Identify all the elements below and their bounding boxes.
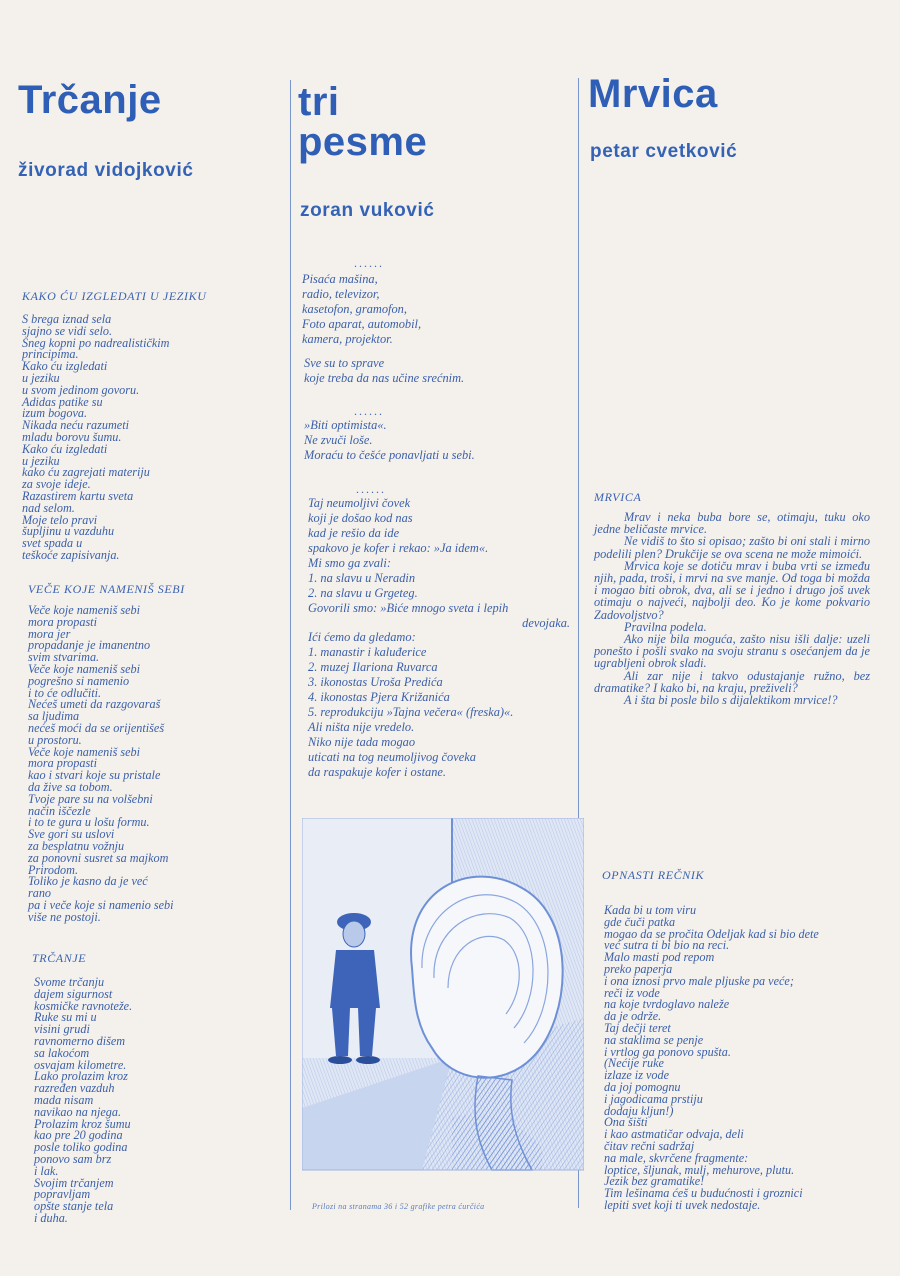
poem-line: koji je došao kod nas — [308, 511, 413, 525]
poem-line: S brega iznad sela — [22, 312, 112, 326]
column-rule-left — [290, 80, 291, 1210]
poem-line: Kako ću izgledati — [22, 441, 108, 456]
poem-line: i kao astmatičar odvaja, deli — [604, 1127, 744, 1142]
poem-line: Mi smo ga zvali: — [308, 556, 391, 570]
poem-line: izlaze iz vode — [604, 1068, 669, 1083]
poem-line: i duha. — [34, 1210, 68, 1225]
middle-title-line1: tri — [298, 80, 340, 124]
middle-title-line2: pesme — [298, 120, 428, 164]
poem-line: mora propasti — [28, 614, 97, 629]
poem-line: kasetofon, gramofon, — [302, 302, 407, 316]
poem-line: sjajno se vidi selo. — [22, 323, 113, 338]
poem-line: svet spada u — [22, 536, 83, 551]
poem-line: 3. ikonostas Uroša Predića — [308, 675, 443, 689]
poem-line: propadanje je imanentno — [28, 638, 151, 653]
poem-line: loptice, šljunak, mulj, mehurove, plutu. — [604, 1162, 795, 1177]
poem-line: na koje tvrdoglavo naleže — [604, 997, 730, 1012]
prose-paragraph: Pravilna podela. — [624, 619, 707, 634]
poem-line: za ponovni susret sa majkom — [28, 850, 169, 865]
poem-line: već sutra ti bi bio na reci. — [604, 938, 730, 953]
poem-line: kamera, projektor. — [302, 332, 393, 346]
poem-line: da joj pomognu — [604, 1079, 681, 1094]
poem-line: Moraću to češće ponavljati u sebi. — [304, 448, 475, 462]
poem-line: osvajam kilometre. — [34, 1057, 127, 1072]
poem-line: Prolazim kroz šumu — [34, 1116, 131, 1131]
poem-line: Tim lešinama ćeš u budućnosti i groznici — [604, 1186, 803, 1201]
poem-line: za svoje ideje. — [22, 477, 91, 492]
poem-line: da raspakuje kofer i ostane. — [308, 765, 446, 779]
poem-line: i to te gura u lošu formu. — [28, 815, 150, 830]
poem-line: devojaka. — [522, 616, 570, 630]
poem-line: kad je rešio da ide — [308, 526, 400, 540]
poem-line: Toliko je kasno da je već — [28, 874, 148, 889]
poem-line: Moje telo pravi — [22, 512, 98, 527]
prose-paragraph: Mrvica koje se dotiču mrav i buba vrti se između njih, pada, troši, i mrvi na sve manje. Od toga bi možda i mogao biti obrok, dva, ali se i jedno i drugo još uvek otimaju o najveći, najbolji deo. Ko je kome pokvario Zadovoljstvo? — [594, 558, 870, 622]
poem-heading-opnasti: OPNASTI REČNIK — [602, 868, 705, 882]
poem-line: 1. manastir i kaluđerice — [308, 645, 427, 659]
poem-line: Svojim trčanjem — [34, 1175, 114, 1190]
poem-line: i jagodicama prstiju — [604, 1091, 703, 1106]
poem-line: dajem sigurnost — [34, 986, 113, 1001]
poem-line: opšte stanje tela — [34, 1199, 114, 1214]
middle-section-3 — [304, 418, 475, 463]
poem-line: visini grudi — [34, 1022, 90, 1037]
poem-line: Govorili smo: »Biće mnogo sveta i lepih — [308, 601, 509, 615]
right-title: Mrvica — [588, 72, 718, 116]
middle-section-4 — [308, 496, 570, 631]
poem-line: 5. reprodukciju »Tajna večera« (freska)«. — [308, 705, 514, 719]
poem-line: 4. ikonostas Pjera Križanića — [308, 690, 450, 704]
poem-line: Ruke su mi u — [34, 1010, 97, 1025]
poem-line: radio, televizor, — [302, 287, 380, 301]
poem-line: (Nećije ruke — [604, 1056, 664, 1071]
poem-line: u jeziku — [22, 453, 60, 468]
poem-line: dodaju kljun!) — [604, 1103, 674, 1118]
poem-line: mora jer — [28, 626, 71, 641]
poem-line: i vrtlog ga ponovo spušta. — [604, 1044, 731, 1059]
poem-line: u prostoru. — [28, 732, 82, 747]
prose-mrvica — [594, 511, 870, 706]
poem-line: da žive sa tobom. — [28, 779, 113, 794]
poem-line: Ona šišti — [604, 1115, 648, 1130]
poem-line: rano — [28, 886, 52, 901]
poem-line: mada nisam — [34, 1092, 94, 1107]
poem-line: koje treba da nas učine srećnim. — [304, 371, 465, 385]
poem-line: za besplatnu vožnju — [28, 838, 125, 853]
poem-heading-3: TRČANJE — [32, 951, 87, 965]
poem-line: Ali ništa nije vredelo. — [308, 720, 415, 734]
prose-paragraph: A i šta bi posle bilo s dijalektikom mrvice!? — [624, 693, 838, 708]
middle-section-5 — [308, 630, 513, 780]
poem-line: Adidas patike su — [22, 394, 103, 409]
poem-line: u svom jedinom govoru. — [22, 382, 140, 397]
poem-line: Kako ću izgledati — [22, 359, 108, 374]
poem-line: preko paperja — [604, 961, 673, 976]
etching-illustration — [302, 818, 584, 1198]
poem-line: kako ću zagrejati materiju — [22, 465, 150, 480]
poem-line: kosmičke ravnoteže. — [34, 998, 133, 1013]
poem-line: na staklima se penje — [604, 1032, 704, 1047]
poem-line: Jezik bez gramatike! — [604, 1174, 705, 1189]
poem-line: kao pre 20 godina — [34, 1128, 123, 1143]
poem-line: Veče koje nameniš sebi — [28, 603, 141, 617]
poem-line: izum bogova. — [22, 406, 87, 421]
poem-line: Sve gori su uslovi — [28, 827, 115, 842]
poem-line: Svome trčanju — [34, 975, 105, 989]
poem-line: reči iz vode — [604, 985, 660, 1000]
poem-line: mora propasti — [28, 756, 97, 771]
poem-line: »Biti optimista«. — [304, 418, 387, 432]
poem-line: kao i stvari koje su pristale — [28, 768, 161, 783]
poem-line: teškoće zapisivanja. — [22, 547, 120, 562]
prose-paragraph: Ako nije bila moguća, zašto nisu išli dalje: uzeli ponešto i pošli svako na svoju stranu s osećanjem da je ugrabljeni obrok sladi. — [594, 632, 870, 671]
poem-line: čitav rečni sadržaj — [604, 1138, 695, 1153]
poem-line: Lako prolazim kroz — [34, 1069, 128, 1084]
poem-line: mogao da se pročita Odeljak kad si bio dete — [604, 926, 819, 941]
poem-line: Ići ćemo da gledamo: — [308, 630, 416, 644]
section-dots-3: ...... — [354, 404, 384, 418]
section-dots-4: ...... — [356, 482, 386, 496]
poem-heading-1: KAKO ĆU IZGLEDATI U JEZIKU — [22, 289, 207, 303]
poem-line: gde čuči patka — [604, 914, 676, 929]
poem-line: 2. na slavu u Grgeteg. — [308, 586, 418, 600]
poem-line: popravljam — [34, 1187, 91, 1202]
poem-line: pa i veče koje si namenio sebi — [28, 897, 174, 912]
poem-line: Taj dečji teret — [604, 1020, 671, 1035]
poem-line: i ona iznosi prvo male pljuske pa veće; — [604, 973, 794, 988]
poem-line: Ne zvuči loše. — [304, 433, 373, 447]
poem-line: navikao na njega. — [34, 1104, 121, 1119]
left-title: Trčanje — [18, 78, 162, 122]
poem-line: Foto aparat, automobil, — [302, 317, 422, 331]
poem-line: 1. na slavu u Neradin — [308, 571, 416, 585]
poem-line: Prirodom. — [28, 862, 78, 877]
poem-line: razređen vazduh — [34, 1081, 115, 1096]
poem-line: spakovo je kofer i rekao: »Ja idem«. — [308, 541, 489, 555]
left-author: živorad vidojković — [18, 160, 194, 181]
poem-line: način iščezle — [28, 803, 91, 818]
poem-line: Sve su to sprave — [304, 356, 385, 370]
poem-line: Razastirem kartu sveta — [22, 488, 134, 503]
section-dots-1: ...... — [354, 256, 384, 270]
poem-line: Pisaća mašina, — [302, 272, 378, 286]
poem-heading-2: VEČE KOJE NAMENIŠ SEBI — [28, 582, 185, 596]
poem-line: Tvoje pare su na volšebni — [28, 791, 153, 806]
middle-author: zoran vuković — [300, 200, 435, 221]
prose-paragraph: Ali zar nije i takvo odustajanje ružno, bez dramatike? I kako bi, na kraju, preživeli? — [594, 668, 870, 695]
poem-line: Taj neumoljivi čovek — [308, 496, 411, 510]
poem-line: i to će odlučiti. — [28, 685, 102, 700]
poem-opnasti-lines — [604, 905, 819, 1212]
poem-line: u jeziku — [22, 370, 60, 385]
poem-line: ponovo sam brz — [34, 1151, 112, 1166]
poem-line: Niko nije tada mogao — [308, 735, 416, 749]
poem-2-lines — [28, 605, 174, 924]
right-author: petar cvetković — [590, 141, 738, 162]
poem-line: principima. — [22, 347, 79, 362]
prose-heading: MRVICA — [594, 490, 642, 504]
poem-line: sa lakoćom — [34, 1045, 90, 1060]
middle-section-1 — [302, 272, 421, 347]
prose-paragraph: Mrav i neka buba bore se, otimaju, tuku oko jedne beličaste mrvice. — [594, 510, 870, 537]
poem-line: Nikada neću razumeti — [22, 418, 129, 433]
poem-line: više ne postoji. — [28, 909, 101, 924]
poem-line: Sneg kopni po nadrealističkim — [22, 335, 170, 350]
poem-1-lines — [22, 314, 169, 562]
poem-line: šupljinu u vazduhu — [22, 524, 115, 539]
poem-line: pogrešno si namenio — [28, 673, 130, 688]
poem-line: Nećeš umeti da razgovaraš — [28, 697, 161, 712]
poem-line: svim stvarima. — [28, 650, 100, 665]
illustration-caption: Prilozi na stranama 36 i 52 grafike petra ćurčića — [312, 1202, 485, 1211]
middle-section-2 — [304, 356, 464, 386]
poem-line: 2. muzej Ilariona Ruvarca — [308, 660, 438, 674]
poem-line: nećeš moći da se orijentišeš — [28, 720, 165, 735]
prose-paragraph: Ne vidiš to što si opisao; zašto bi oni stali i mirno podelili plen? Drukčije se ova scena ne može mimoići. — [594, 534, 870, 561]
poem-line: da je održe. — [604, 1009, 662, 1024]
poem-3-lines — [34, 977, 132, 1225]
poem-line: lepiti svet koji ti uvek nedostaje. — [604, 1197, 761, 1212]
poem-line: i lak. — [34, 1163, 59, 1178]
poem-line: sa ljudima — [28, 709, 80, 724]
poem-line: na male, skvrčene fragmente: — [604, 1150, 749, 1165]
poem-line: mladu borovu šumu. — [22, 429, 122, 444]
poem-line: posle toliko godina — [34, 1140, 128, 1155]
poem-line: Veče koje nameniš sebi — [28, 744, 141, 759]
poem-line: Kada bi u tom viru — [604, 903, 697, 917]
poem-line: nad selom. — [22, 500, 75, 515]
poem-line: uticati na tog neumoljivog čoveka — [308, 750, 476, 764]
poem-line: ravnomerno dišem — [34, 1033, 126, 1048]
poem-line: Malo masti pod repom — [604, 950, 715, 965]
poem-line: Veče koje nameniš sebi — [28, 661, 141, 676]
